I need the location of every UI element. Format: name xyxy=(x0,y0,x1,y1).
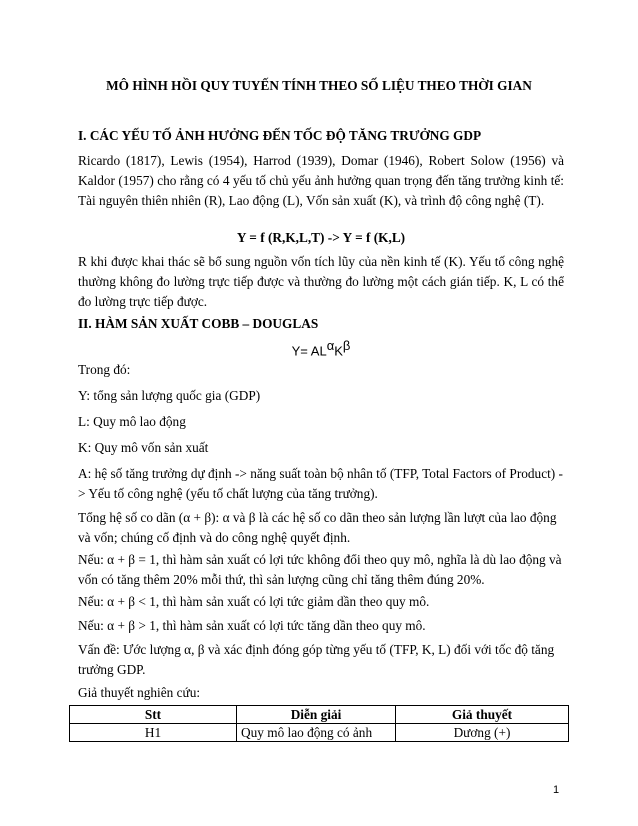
case-greater-than-one: Nếu: α + β > 1, thì hàm sản xuất có lợi tức tăng dần theo quy mô. xyxy=(78,618,426,633)
problem-statement: Vấn đề: Ước lượng α, β và xác định đóng góp từng yếu tố (TFP, K, L) đối với tốc độ tăng trưởng GDP. xyxy=(78,642,555,677)
formula-alpha-exponent: α xyxy=(326,338,335,353)
k-definition: K: Quy mô vốn sản xuất xyxy=(78,440,209,455)
section-1-paragraph-1: Ricardo (1817), Lewis (1954), Harrod (1939), Domar (1946), Robert Solow (1956) và Kaldor (1957) cho rằng có 4 yếu tố chủ yếu ảnh hưởng quan trọng đến tăng trưởng kinh tế: Tài nguyên thiên nhiên (R), Lao động (L), Vốn sản xuất (K), và trình độ công nghệ (T). xyxy=(78,153,564,208)
production-function-formula: Y = f (R,K,L,T) -> Y = f (K,L) xyxy=(236,230,406,245)
case-less-than-one: Nếu: α + β < 1, thì hàm sản xuất có lợi tức giảm dần theo quy mô. xyxy=(78,594,430,609)
table-cell-hypothesis: Dương (+) xyxy=(396,724,569,742)
section-2-heading: II. HÀM SẢN XUẤT COBB – DOUGLAS xyxy=(78,316,319,331)
formula-k: K xyxy=(334,343,343,359)
hypothesis-intro: Giả thuyết nghiên cứu: xyxy=(78,685,201,700)
cobb-douglas-formula xyxy=(78,336,564,361)
table-cell-description: Quy mô lao động có ảnh xyxy=(237,724,396,742)
case-equal-one: Nếu: α + β = 1, thì hàm sản xuất có lợi tức không đổi theo quy mô, nghĩa là dù lao động và vốn có tăng thêm 20% mỗi thứ, thì sản lượng cũng chỉ tăng thêm đúng 20%. xyxy=(78,552,562,587)
table-row xyxy=(70,724,569,742)
elasticity-paragraph: Tổng hệ số co dãn (α + β): α và β là các hệ số co dãn theo sản lượng lần lượt của lao động và vốn; chúng cố định và do công nghệ quyết định. xyxy=(78,510,557,545)
table-header-row xyxy=(70,706,569,724)
l-definition: L: Quy mô lao động xyxy=(78,414,186,429)
y-definition: Y: tổng sản lượng quốc gia (GDP) xyxy=(78,388,261,403)
table-header-stt: Stt xyxy=(70,706,237,724)
hypothesis-table xyxy=(69,705,569,742)
formula-beta-exponent: β xyxy=(342,338,351,353)
section-1-paragraph-2: R khi được khai thác sẽ bổ sung nguồn vốn tích lũy của nền kinh tế (K). Yếu tố công nghệ thường không đo lường trực tiếp được và thường đo lường một cách gián tiếp. K, L có thể đo lường trực tiếp được. xyxy=(78,254,564,309)
a-definition: A: hệ số tăng trưởng dự định -> năng suất toàn bộ nhân tố (TFP, Total Factors of Product) -> Yếu tố công nghệ (yếu tố chất lượng của tăng trưởng). xyxy=(78,466,563,501)
page-number: 1 xyxy=(553,784,560,796)
table-header-hypothesis: Giả thuyết xyxy=(396,706,569,724)
where-label: Trong đó: xyxy=(78,362,131,377)
table-cell-stt: H1 xyxy=(70,724,237,742)
formula-base: Y= AL xyxy=(291,343,327,359)
table-header-description: Diễn giải xyxy=(237,706,396,724)
document-title: MÔ HÌNH HỒI QUY TUYẾN TÍNH THEO SỐ LIỆU THEO THỜI GIAN xyxy=(106,78,532,93)
section-1-heading: I. CÁC YẾU TỐ ẢNH HƯỞNG ĐẾN TỐC ĐỘ TĂNG TRƯỞNG GDP xyxy=(78,128,482,143)
